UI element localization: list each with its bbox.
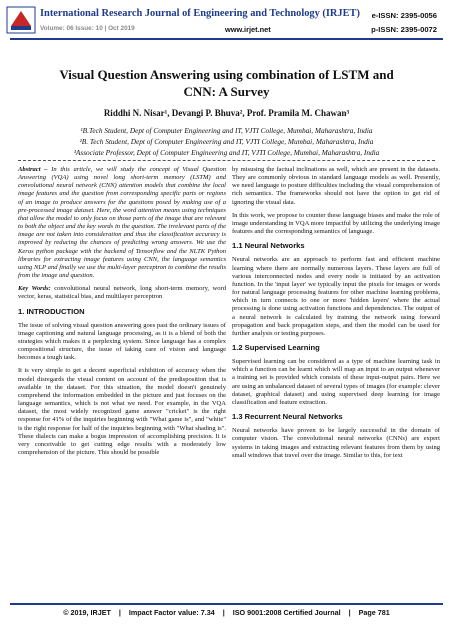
title-divider (18, 160, 435, 161)
left-column (18, 166, 226, 462)
paragraph-neural-networks: Neural networks are an approach to perform fast and efficient machine learning where there are normally numerous layers. These layers are full of various interconnected nodes and every node is initiated by an activation function. In the 'input layer' we typically input the pixels for images or words for natural language processing features for other machine learning problems, which in turn connects to one or more 'hidden layers' where the actual processing is done using activation functions and dependencies. The output of a neural network is calculated by training the network using forward propagation and back propagation steps, and then the model can be used for further analysis or testing purposes. (232, 256, 440, 337)
paper-title-line1: Visual Question Answering using combination of LSTM and (59, 67, 394, 82)
journal-header (0, 0, 453, 40)
section-heading-supervised-learning: 1.2 Supervised Learning (232, 342, 320, 352)
affiliation-2: ²B. Tech Student, Dept of Computer Engineering and IT, VJTI College, Mumbai, Maharashtra, India (79, 137, 374, 146)
section-heading-neural-networks: 1.1 Neural Networks (232, 241, 305, 251)
intro-paragraph-1: The issue of solving visual question answering goes past the ordinary issues of image captioning and natural language processing, as it is a blend of both the strategies which makes it a perplexing system. Since language has a complex compositional structure, the issue of taking care of vision and language becomes a tough task. (18, 321, 226, 362)
paper-title-line2: CNN: A Survey (183, 84, 270, 99)
footer-rule (10, 603, 443, 605)
header-rule (10, 38, 443, 40)
abstract-text: In this article, we will study the concept of Visual Question Answering (VQA) using novel long short-term memory (LSTM) and convolutional neural network (CNN) attention models that combine the local image features and the question from corresponding specific parts or regions of an image to produce answers for the questions posed by making use of a pre-processed image dataset. Here, the word attention means using techniques that allow the model to only focus on those parts of the image that are relevant to both the object and the key words in the question. The irrelevant parts of the image are not taken into consideration and thus the classification accuracy is improved by reducing the chances of predicting wrong answers. We use the Keras python package with the backend of Tensorflow and the NLTK Python libraries for extracting image features using CNN, the language semantics using NLP and finally we use the multi-layer perceptron to combine the results from the image and question. (18, 166, 226, 280)
journal-website-link[interactable]: www.irjet.net (225, 25, 271, 34)
affiliation-1: ¹B.Tech Student, Dept of Computer Engineering and IT, VJTI College, Mumbai, Maharashtra, India (80, 126, 373, 135)
keywords-text: convolutional neural network, long short-term memory, word vector, keras, statistical bias, and multilayer perceptron (18, 285, 227, 301)
page-footer: © 2019, IRJET | Impact Factor value: 7.34 | ISO 9001:2008 Certified Journal | Page 781 (63, 608, 390, 617)
section-heading-introduction: 1. INTRODUCTION (18, 306, 85, 316)
irjet-logo (6, 6, 36, 34)
pissn: p-ISSN: 2395-0072 (371, 25, 437, 34)
paragraph-supervised-learning: Supervised learning can be considered as a type of machine learning task in which a function can be learnt which will map an input to an output whenever a training set is provided which consists of these input-output pairs. Here we are using an unbalanced dataset of several types of images (for example: clever dataset, graphical dataset) and using supervised deep learning for image classification and feature extraction. (232, 358, 440, 406)
right-column (232, 166, 440, 465)
authors: Riddhi N. Nisar¹, Devangi P. Bhuva², Prof. Pramila M. Chawan³ (103, 108, 350, 118)
eissn: e-ISSN: 2395-0056 (371, 11, 437, 20)
affiliation-3: ³Associate Professor, Dept of Computer Engineering and IT, VJTI College, Mumbai, Maharashtra, India (73, 148, 380, 157)
paragraph-rnn: Neural networks have proven to be largely successful in the domain of computer vision. The convolutional neural networks (CNNs) are expert systems in taking images and extracting relevant features from them by using small windows that travel over the image. Similar to this, for text (232, 427, 440, 459)
journal-title: International Research Journal of Engineering and Technology (IRJET) (40, 8, 360, 19)
keywords-label: Key Words: (18, 285, 51, 293)
abstract-label: Abstract – (18, 166, 48, 173)
keywords (18, 285, 226, 301)
volume-line: Volume: 06 Issue: 10 | Oct 2019 (40, 25, 135, 32)
paragraph-proposal: In this work, we propose to counter these language biases and make the role of image understanding in VQA more impactful by utilizing the underlying image features and the corresponding semantics of language. (232, 211, 440, 236)
paragraph-continued: by misusing the factual inclinations as well, which are present in the datasets. They are commonly obvious in standard language models as well. Presently, we need language to posture difficulties including the visual comprehension of rich semantics. The frameworks should not have the option to get rid of ignoring the visual data. (232, 166, 440, 206)
intro-paragraph-2: It is very simple to get a decent superficial exhibition of accuracy when the model disregards the visual content on account of the predisposition that is available in the dataset. For this situation, the model doesn't genuinely comprehend the information embedded in the picture and just focuses on the language semantics, which is not what we need. For example, in the VQA dataset, the most widely recognized game answer "cricket" is the right response for 41% of the inquiries beginning with "What game is", and "white" is the right response for half of the inquiries beginning with "What shading is". These dialects can make a bogus impression of accomplishing precision. It is very conceivable to get cutting edge results with a moderately low comprehension of the picture. This should be possible (18, 367, 226, 456)
abstract (18, 166, 226, 280)
section-heading-rnn: 1.3 Recurrent Neural Networks (232, 412, 343, 422)
